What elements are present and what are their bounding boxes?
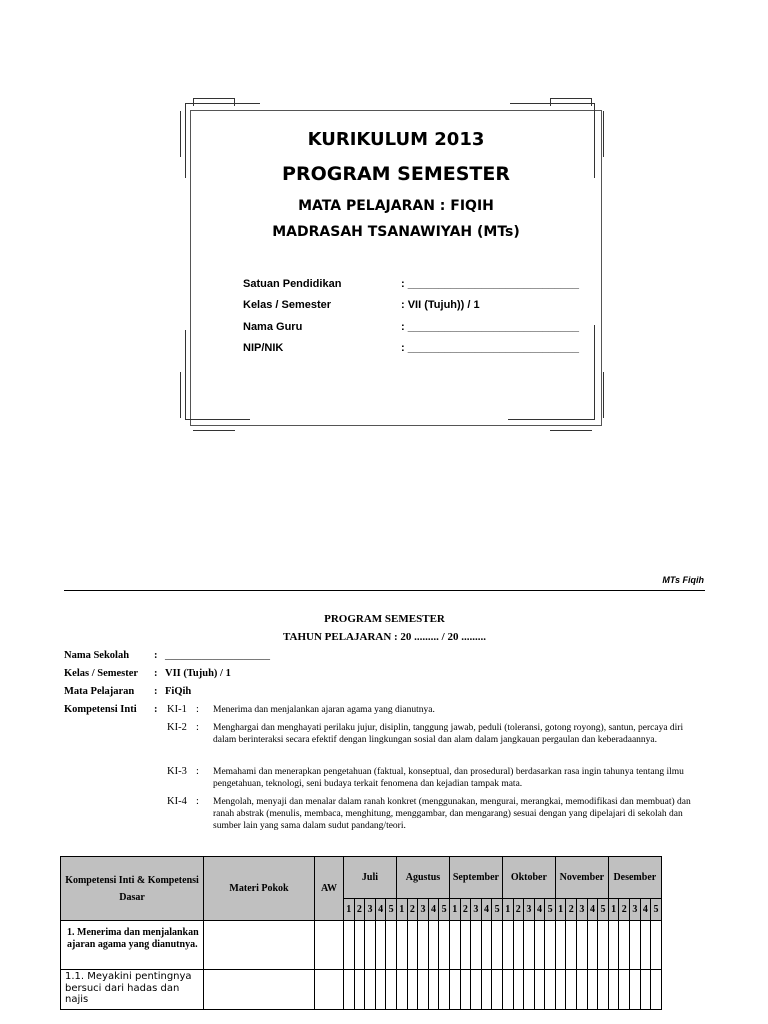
week-number: 2 (460, 899, 471, 921)
ki-text: Mengolah, menyaji dan menalar dalam ranah konkret (menggunakan, mengurai, merangkai, memodifikasi dan membuat) dan ranah abstrak (menulis, membaca, menghitung, menggambar, dan mengarang) sesuai dengan yang dipelajari di sekolah dan sumber lain yang sama dalam sudut pandang/teori. (213, 797, 691, 832)
program-title: PROGRAM SEMESTER (324, 613, 445, 625)
week-number: 4 (428, 899, 439, 921)
header-kompetensi: Kompetensi Inti & Kompetensi Dasar (61, 857, 204, 921)
info-mapel (64, 686, 364, 700)
week-number: 1 (502, 899, 513, 921)
info-value: VII (Tujuh) / 1 (165, 668, 231, 679)
semester-program-table (60, 856, 662, 1010)
header-month: Oktober (502, 857, 555, 899)
week-number: 4 (534, 899, 545, 921)
week-number: 1 (344, 899, 355, 921)
info-colon: : (154, 668, 158, 679)
week-number: 3 (471, 899, 482, 921)
ki-3 (167, 766, 707, 792)
week-number: 1 (449, 899, 460, 921)
cover-field-label: Nama Guru (243, 321, 303, 333)
ki-code: KI-3 (167, 766, 187, 777)
header-month: Juli (344, 857, 397, 899)
info-key: Kompetensi Inti (64, 704, 137, 715)
cover-field-label: NIP/NIK (243, 342, 284, 354)
cover-field-label: Satuan Pendidikan (243, 278, 342, 290)
cover-school-type: MADRASAH TSANAWIYAH (MTs) (272, 224, 520, 240)
info-value: FiQih (165, 686, 192, 697)
ki-code: KI-4 (167, 796, 187, 807)
table-row (61, 970, 662, 1010)
header-month: November (555, 857, 608, 899)
ki-text: Menghargai dan menghayati perilaku jujur, disiplin, tanggung jawab, peduli (toleransi, gotong royong), santun, percaya diri dalam berinteraksi secara efektif dengan lingkungan sosial dan alam dalam jangkauan pergaulan dan keberadaannya. (213, 723, 684, 746)
table-header-months (61, 857, 662, 899)
ki-colon: : (196, 796, 199, 807)
materi-cell (204, 921, 315, 970)
week-number: 4 (640, 899, 651, 921)
week-number: 5 (492, 899, 503, 921)
info-key: Nama Sekolah (64, 650, 130, 661)
kompetensi-cell: 1. Menerima dan menjalankan ajaran agama yang dianutnya. (61, 921, 204, 970)
ki-code: KI-1 (167, 704, 187, 715)
aw-cell (315, 970, 344, 1010)
ki-code: KI-2 (167, 722, 187, 733)
week-number: 3 (630, 899, 641, 921)
ki-colon: : (196, 704, 199, 715)
cover-field-value: : ____________________________ (401, 342, 580, 354)
academic-year: TAHUN PELAJARAN : 20 ......... / 20 ......... (283, 631, 486, 643)
cover-curriculum-title: KURIKULUM 2013 (307, 129, 485, 150)
aw-cell (315, 921, 344, 970)
week-number: 5 (651, 899, 662, 921)
cover-subject: MATA PELAJARAN : FIQIH (298, 198, 494, 214)
cover-field-value: : VII (Tujuh)) / 1 (401, 299, 480, 311)
ki-1 (167, 704, 707, 718)
cover-field-value: : ____________________________ (401, 278, 580, 290)
cover-field-label: Kelas / Semester (243, 299, 332, 311)
header-aw: AW (315, 857, 344, 921)
header-materi: Materi Pokok (204, 857, 315, 921)
week-number: 4 (481, 899, 492, 921)
cover-frame (190, 110, 602, 426)
ki-4 (167, 796, 707, 834)
info-colon: : (154, 650, 158, 661)
week-number: 5 (439, 899, 450, 921)
info-key: Mata Pelajaran (64, 686, 135, 697)
info-nama-sekolah (64, 650, 364, 664)
cover-program-title: PROGRAM SEMESTER (282, 163, 510, 185)
week-number: 5 (386, 899, 397, 921)
ki-colon: : (196, 722, 199, 733)
running-header: MTs Fiqih (662, 575, 704, 585)
cover-field-value: : ____________________________ (401, 321, 580, 333)
info-colon: : (154, 686, 158, 697)
header-month: Agustus (396, 857, 449, 899)
week-number: 1 (608, 899, 619, 921)
week-number: 3 (577, 899, 588, 921)
materi-cell (204, 970, 315, 1010)
info-kelas (64, 668, 364, 682)
header-rule (64, 590, 705, 591)
ki-2 (167, 722, 707, 760)
week-number: 2 (619, 899, 630, 921)
week-number: 2 (407, 899, 418, 921)
week-number: 4 (587, 899, 598, 921)
ki-text: Memahami dan menerapkan pengetahuan (faktual, konseptual, dan prosedural) berdasarkan rasa ingin tahunya tentang ilmu pengetahuan, teknologi, seni budaya terkait fenomena dan kejadian tampak mata. (213, 767, 684, 790)
week-number: 2 (354, 899, 365, 921)
ki-colon: : (196, 766, 199, 777)
kompetensi-cell: 1.1. Meyakini pentingnya bersuci dari hadas dan najis (61, 970, 204, 1010)
info-key: Kelas / Semester (64, 668, 139, 679)
week-number: 3 (418, 899, 429, 921)
info-colon: : (154, 704, 158, 715)
week-number: 2 (513, 899, 524, 921)
info-value: ____________________ (165, 650, 270, 661)
header-month: Desember (608, 857, 661, 899)
week-number: 5 (598, 899, 609, 921)
table-row (61, 921, 662, 970)
week-number: 4 (375, 899, 386, 921)
week-number: 2 (566, 899, 577, 921)
ki-text: Menerima dan menjalankan ajaran agama yang dianutnya. (213, 705, 435, 715)
week-number: 3 (524, 899, 535, 921)
header-month: September (449, 857, 502, 899)
week-number: 1 (396, 899, 407, 921)
week-number: 1 (555, 899, 566, 921)
week-number: 3 (365, 899, 376, 921)
week-number: 5 (545, 899, 556, 921)
